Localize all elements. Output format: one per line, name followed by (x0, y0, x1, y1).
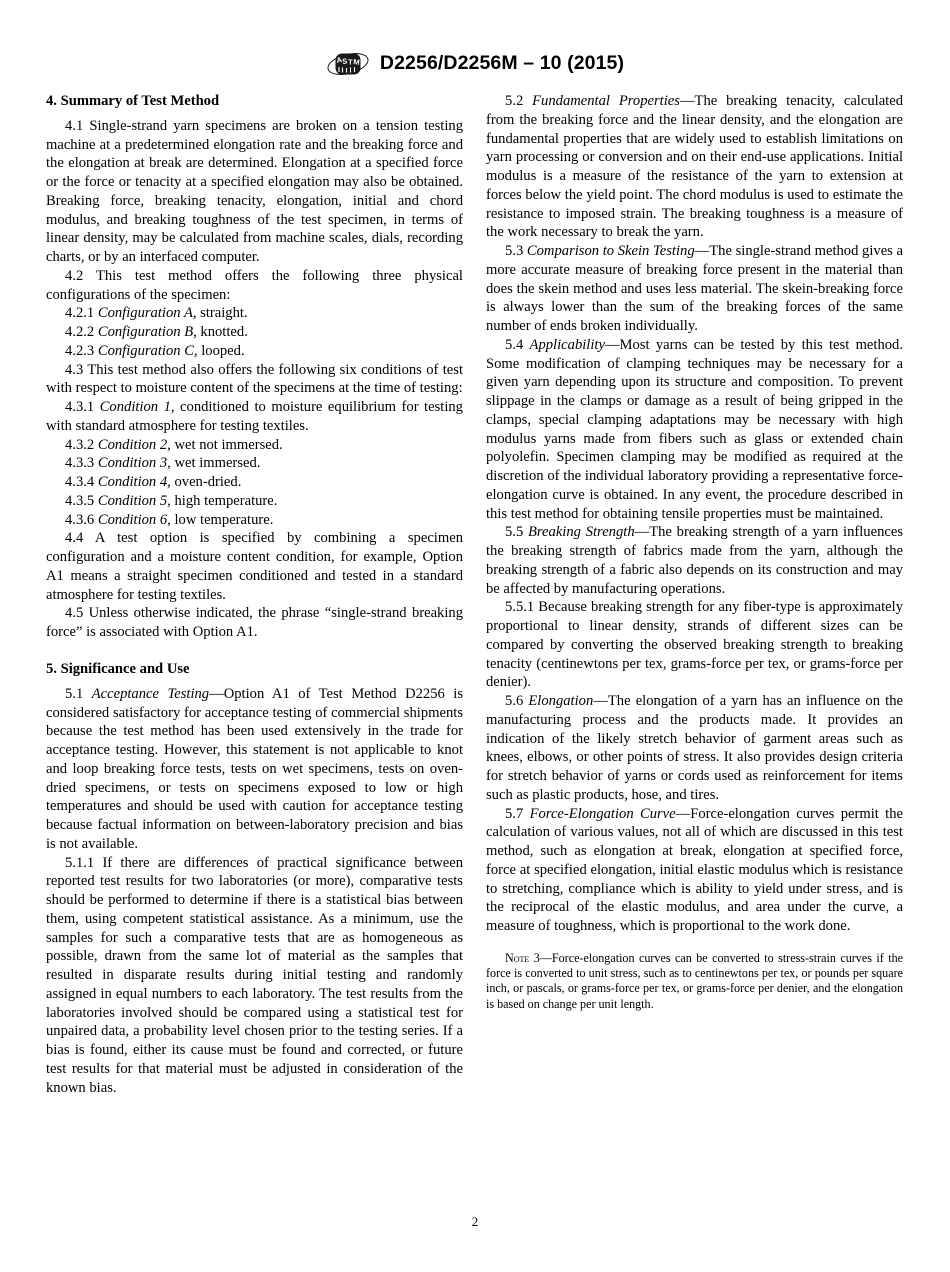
paragraph-5-5-1: 5.5.1 Because breaking strength for any fiber-type is approximately proportional to linear density, strands of different sizes can be compared by converting the observed breaking strength to breaking tenacity (centinewtons per tex, grams-force per tex, or grams-force per denier). (486, 599, 903, 691)
standard-designation: D2256/D2256M – 10 (2015) (379, 52, 625, 75)
clause-number-5-3: 5.3 (505, 243, 527, 259)
clause-text-4-3-2: wet not immersed. (170, 436, 283, 453)
clause-number-5-4: 5.4 (505, 336, 530, 353)
paragraph-5-2 (486, 92, 903, 242)
page-footer (0, 1215, 950, 1228)
heading-section-5: 5. Significance and Use (46, 660, 190, 677)
svg-text:A: A (335, 55, 343, 65)
clause-text-4-3-4: oven-dried. (170, 474, 242, 491)
svg-text:T: T (347, 57, 353, 67)
paragraph-4-3-4 (46, 473, 463, 492)
paragraph-5-3 (486, 242, 903, 336)
right-column (486, 92, 903, 1197)
page-header (0, 50, 950, 78)
clause-text-5-5: —The breaking strength of a yarn influences the breaking strength of fabrics made from the yarn, although the breaking strength of a fabric also depends on its construction and may be affected by manufacturing operations. (486, 524, 904, 597)
clause-term-5-6: Elongation (528, 693, 594, 709)
paragraph-5-7 (486, 805, 903, 936)
clause-text-5-1: —Option A1 of Test Method D2256 is considered satisfactory for acceptance testing of commercial shipments because the test method has been used extensively in the trade for acceptance testing. However, this statement is not applicable to knot and loop breaking force tests, tests on wet specimens, tests on oven-dried specimens, or tests on specimens exposed to low or high temperatures and should be used with caution for acceptance testing because factual information on between-laboratory precision and bias is not available. (46, 685, 464, 852)
astm-logo-icon (326, 50, 370, 78)
clause-number-4-3-2: 4.3.2 (65, 436, 98, 453)
clause-number-4-2-1: 4.2.1 (65, 305, 98, 322)
clause-term-4-3-3: Condition 3, (97, 455, 171, 472)
paragraph-4-4: 4.4 A test option is specified by combining a specimen configuration and a moisture content condition, for example, Option A1 means a straight specimen conditioned and tested in a standard atmosphere for testing textiles. (46, 530, 463, 603)
clause-text-5-2: —The breaking tenacity, calculated from the breaking force and the linear density, and the elongation are fundamental properties that are widely used to establish limitations on yarn processing or conversion and on their end-use applications. Initial modulus is a measure of the resistance of the yarn to extension at forces below the yield point. The chord modulus is used to estimate the resistance to imposed strain. The breaking toughness is a measure of the work necessary to break the yarn. (486, 93, 903, 241)
clause-number-4-2-2: 4.2.2 (65, 324, 98, 341)
clause-number-4-3-1: 4.3.1 (65, 399, 100, 416)
left-column (46, 92, 463, 1197)
clause-text-4-3-6: low temperature. (170, 511, 274, 528)
clause-number-4-3-4: 4.3.4 (65, 474, 98, 491)
clause-text-4-3-5: high temperature. (170, 492, 278, 509)
svg-text:S: S (341, 56, 348, 66)
clause-term-5-1: Acceptance Testing (91, 685, 210, 702)
paragraph-4-2-2 (46, 323, 463, 342)
clause-number-5-6: 5.6 (505, 693, 529, 709)
clause-term-4-3-4: Condition 4, (97, 474, 171, 491)
two-column-body (46, 92, 904, 1197)
page-number: 2 (471, 1214, 479, 1229)
clause-number-5-7: 5.7 (505, 805, 530, 822)
clause-term-4-3-2: Condition 2, (97, 436, 171, 453)
note-3 (486, 951, 903, 1012)
clause-number-4-3-3: 4.3.3 (65, 455, 98, 472)
paragraph-5-4 (486, 336, 903, 524)
paragraph-4-3-2 (46, 436, 463, 455)
clause-term-4-3-5: Condition 5, (97, 492, 171, 509)
paragraph-5-5 (486, 523, 903, 598)
clause-text-5-6: —The elongation of a yarn has an influence on the manufacturing process and the products made. It provides an indication of the likely stretch behavior of garment areas such as knees, elbows, or other points of stress. It also provides design criteria for stretch behavior of yarns or cords used as reinforcement for items such as plastic products, hose, and tires. (486, 693, 903, 803)
clause-number-4-3-5: 4.3.5 (65, 492, 98, 509)
svg-text:M: M (352, 57, 361, 67)
paragraph-4-3-1 (46, 398, 463, 436)
clause-term-4-2-1: Configuration A, (97, 305, 197, 322)
paragraph-4-3-3 (46, 454, 463, 473)
clause-text-4-3-3: wet immersed. (170, 455, 261, 472)
paragraph-4-2-3 (46, 342, 463, 361)
clause-term-4-3-1: Condition 1, (99, 399, 175, 416)
paragraph-4-5: 4.5 Unless otherwise indicated, the phrase “single-strand breaking force” is associated with Option A1. (46, 605, 463, 641)
heading-section-4: 4. Summary of Test Method (46, 93, 220, 109)
clause-term-5-3: Comparison to Skein Testing (526, 243, 695, 259)
paragraph-4-2-1 (46, 304, 463, 323)
paragraph-4-3: 4.3 This test method also offers the following six conditions of test with respect to moisture content of the specimens at the time of testing: (46, 361, 463, 397)
clause-term-5-7: Force-Elongation Curve (529, 805, 676, 822)
clause-text-5-7: —Force-elongation curves permit the calculation of various values, not all of which are discussed in this test method, such as elongation at break, elongation at specified force, force at specified elongation, initial elastic modulus which is resistance to stretching, compliance which is ability to yield under stress, and is the reciprocal of the elastic modulus, and area under the curve, a measure of toughness, which is proportional to the work done. (486, 805, 903, 934)
clause-number-4-3-6: 4.3.6 (65, 511, 98, 528)
paragraph-4-2: 4.2 This test method offers the following three physical configurations of the specimen: (46, 267, 463, 303)
clause-text-4-3-1: conditioned to moisture equilibrium for testing with standard atmosphere for testing textiles. (46, 399, 463, 434)
clause-number-5-5: 5.5 (505, 524, 528, 541)
paragraph-5-1-1: 5.1.1 If there are differences of practical significance between reported test results for two laboratories (or more), comparative tests should be performed to determine if there is a statistical bias between them, using competent statistical assistance. As a minimum, use the samples for such a comparative tests that are as homogeneous as possible, drawn from the same lot of material as the samples that resulted in disparate results during initial testing and randomly assigned in equal numbers to each laboratory. The test results from the laboratories involved should be compared using a statistical test for unpaired data, a probability level chosen prior to the testing series. If a bias is found, either its cause must be found and corrected, or future test results for that material must be adjusted in consideration of the known bias. (46, 854, 463, 1096)
paragraph-4-3-5 (46, 492, 463, 511)
clause-term-5-4: Applicability (529, 336, 605, 353)
clause-text-4-2-2: knotted. (196, 324, 248, 341)
clause-text-4-2-3: looped. (197, 342, 245, 359)
clause-number-4-2-3: 4.2.3 (65, 342, 98, 359)
clause-number-5-2: 5.2 (505, 93, 533, 109)
clause-term-5-5: Breaking Strength (528, 524, 635, 541)
paragraph-5-6 (486, 692, 903, 805)
clause-term-4-2-2: Configuration B, (97, 324, 197, 341)
note-text: —Force-elongation curves can be converted to stress-strain curves if the force is converted to unit stress, such as to centinewtons per tex, or pounds per square inch, or pascals, or grams-force per tex, or grams-force per denier, and the elongation is based on change per unit length. (486, 950, 903, 1011)
clause-term-5-2: Fundamental Properties (532, 93, 680, 109)
clause-number-5-1: 5.1 (65, 685, 92, 702)
paragraph-4-1: 4.1 Single-strand yarn specimens are broken on a tension testing machine at a predetermined elongation rate and the breaking force and the elongation at break are determined. Elongation at a specified force or the force or tenacity at a specified elongation may also be obtained. Breaking force, breaking tenacity, elongation, initial and chord modulus, and breaking toughness of the test specimen, in terms of linear density, may be calculated from machine scales, dials, recording charts, or by an interfaced computer. (46, 117, 463, 266)
note-label: Note (505, 950, 530, 965)
clause-text-5-4: —Most yarns can be tested by this test method. Some modification of clamping techniques may be necessary for a given yarn depending upon its structure and composition. To prevent slippage in the clamps or damage as a result of being gripped in the clamps, special clamping adaptations may be necessary with high modulus yarns made from fibers such as glass or extended chain polyolefin. Specimen clamping may be modified as required at the discretion of the individual laboratory providing a representative force-elongation curve is obtained. In any event, the procedure described in this test method for obtaining tensile properties must be maintained. (486, 336, 903, 522)
clause-text-5-3: —The single-strand method gives a more accurate measure of breaking force present in the material than does the skein method and uses less material. The skein-breaking force is always lower than the sum of the breaking forces of the same number of ends broken individually. (486, 243, 903, 334)
clause-term-4-2-3: Configuration C, (97, 342, 198, 359)
paragraph-5-1 (46, 685, 463, 854)
paragraph-4-3-6 (46, 511, 463, 530)
clause-text-4-2-1: straight. (196, 305, 248, 322)
note-number: 3 (529, 950, 540, 965)
clause-term-4-3-6: Condition 6, (97, 511, 171, 528)
